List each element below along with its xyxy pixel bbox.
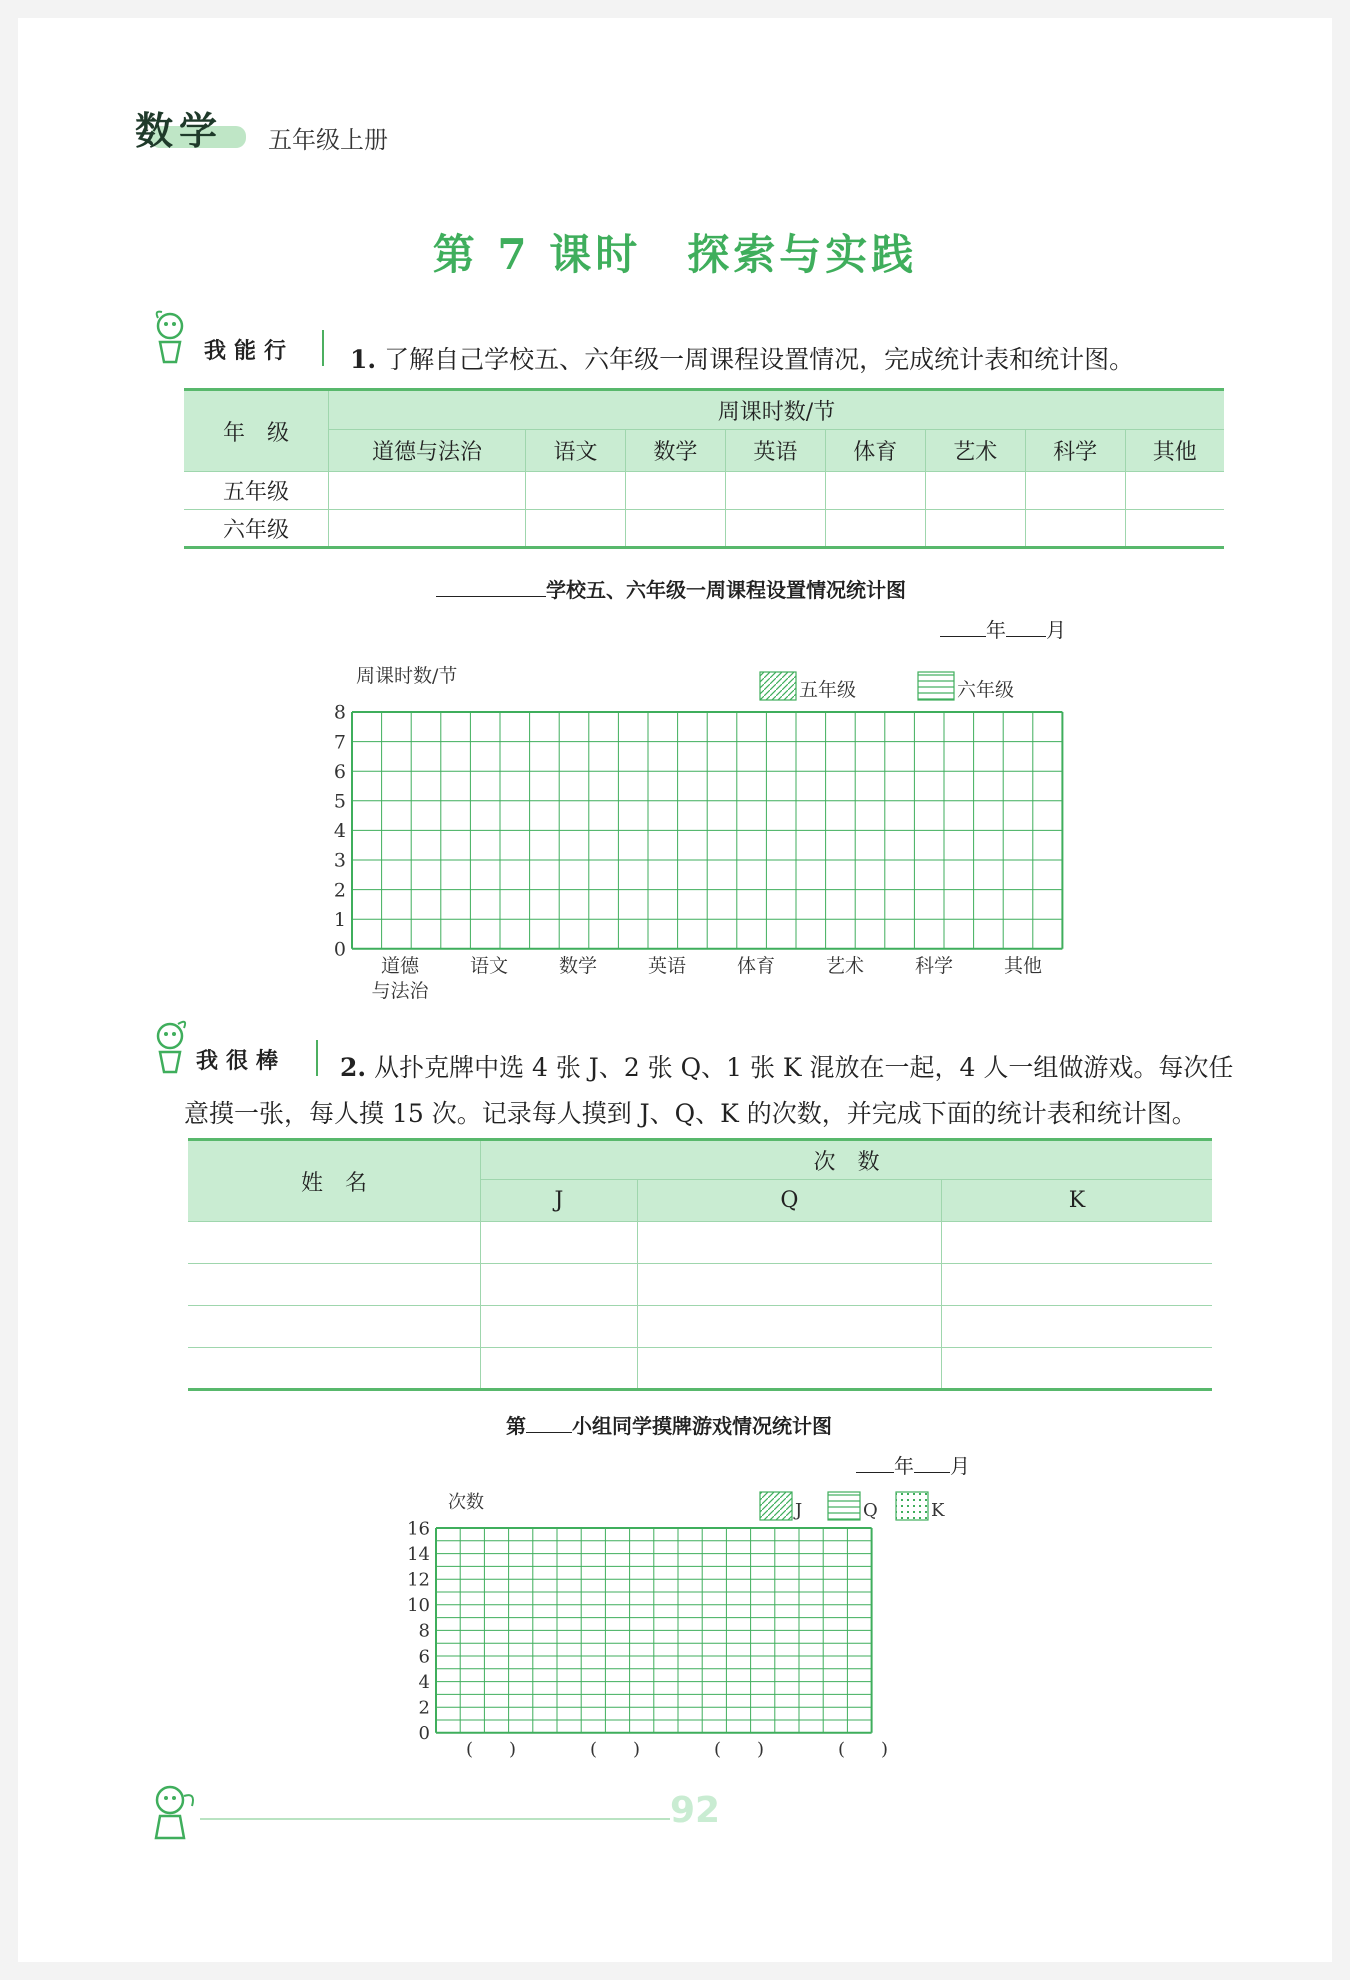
- hours-cell[interactable]: [1025, 472, 1125, 510]
- subject-header: 其他: [1125, 430, 1224, 472]
- card-bar-chart: [390, 1480, 1010, 1760]
- y-tick-label: 8: [418, 1620, 430, 1642]
- y-tick-label: 2: [418, 1697, 430, 1719]
- footer-line: [200, 1818, 670, 1820]
- chart-grid: [436, 1528, 872, 1733]
- y-tick-label: 4: [333, 820, 346, 843]
- month-blank[interactable]: [1006, 618, 1046, 637]
- x-category-label: 英语: [647, 954, 687, 977]
- name-cell[interactable]: [188, 1306, 481, 1348]
- count-cell[interactable]: [941, 1348, 1212, 1390]
- year-blank[interactable]: [940, 618, 986, 637]
- count-cell[interactable]: [481, 1222, 638, 1264]
- legend-label: J: [795, 1500, 803, 1521]
- hours-cell[interactable]: [526, 510, 626, 548]
- grade-row-label: 六年级: [184, 510, 329, 548]
- count-cell[interactable]: [637, 1222, 941, 1264]
- y-tick-label: 4: [418, 1671, 430, 1693]
- mascot-icon: [148, 308, 198, 368]
- y-tick-label: 0: [333, 938, 346, 961]
- course-table: [184, 388, 1224, 549]
- name-cell[interactable]: [188, 1264, 481, 1306]
- question-2: [340, 1048, 1233, 1084]
- hours-group-header: 周课时数/节: [329, 390, 1225, 430]
- legend-swatch-2: [828, 1492, 860, 1520]
- hours-cell[interactable]: [725, 472, 825, 510]
- y-tick-label: 8: [333, 701, 346, 724]
- name-cell[interactable]: [188, 1348, 481, 1390]
- chart1-caption: 学校五、六年级一周课程设置情况统计图: [436, 574, 906, 603]
- subject-header: 艺术: [925, 430, 1025, 472]
- y-axis-label: 周课时数/节: [356, 665, 458, 687]
- chart2-date: 年 月: [856, 1450, 970, 1479]
- grade-header: 年 级: [184, 390, 329, 472]
- hours-cell[interactable]: [825, 472, 925, 510]
- question-number: 2.: [340, 1053, 367, 1082]
- subject-header: 科学: [1025, 430, 1125, 472]
- x-category-label: 体育: [736, 954, 776, 977]
- legend-swatch-2: [918, 672, 954, 700]
- x-category-label: 语文: [469, 954, 509, 977]
- hours-cell[interactable]: [825, 510, 925, 548]
- y-axis-label: 次数: [448, 1492, 484, 1513]
- chart2-caption: 第 小组同学摸牌游戏情况统计图: [506, 1414, 832, 1438]
- hours-cell[interactable]: [625, 510, 725, 548]
- card-col-header: K: [941, 1180, 1212, 1222]
- y-tick-label: 12: [407, 1569, 430, 1591]
- y-tick-label: 6: [418, 1646, 430, 1668]
- count-cell[interactable]: [637, 1306, 941, 1348]
- grade-row-label: 五年级: [184, 472, 329, 510]
- section-label-2: 我很棒: [196, 1049, 287, 1074]
- x-category-label: ( ): [589, 1738, 641, 1760]
- course-bar-chart: [320, 660, 1080, 1010]
- count-cell[interactable]: [941, 1222, 1212, 1264]
- hours-cell[interactable]: [329, 510, 526, 548]
- x-category-label: 数学: [558, 954, 598, 977]
- question-2-line2: 意摸一张，每人摸 15 次。记录每人摸到 J、Q、K 的次数，并完成下面的统计表和统计图。: [184, 1099, 1197, 1128]
- footer-mascot-icon: [140, 1780, 210, 1850]
- question-text-line1: 从扑克牌中选 4 张 J、2 张 Q、1 张 K 混放在一起，4 人一组做游戏。每次任: [374, 1053, 1234, 1082]
- y-tick-label: 2: [333, 879, 346, 902]
- hours-cell[interactable]: [925, 472, 1025, 510]
- count-cell[interactable]: [637, 1348, 941, 1390]
- mascot-icon: [148, 1018, 198, 1078]
- x-category-label: ( ): [713, 1738, 765, 1760]
- count-cell[interactable]: [481, 1348, 638, 1390]
- chart-grid: [352, 712, 1062, 949]
- school-name-blank[interactable]: [436, 578, 546, 597]
- y-tick-label: 3: [333, 849, 346, 872]
- y-tick-label: 7: [333, 731, 346, 754]
- hours-cell[interactable]: [1025, 510, 1125, 548]
- subject-header: 数学: [625, 430, 725, 472]
- count-cell[interactable]: [941, 1264, 1212, 1306]
- subject-header: 语文: [526, 430, 626, 472]
- chart1-date: 年 月: [940, 614, 1066, 643]
- x-category-label: 科学: [914, 954, 954, 977]
- question-text: 了解自己学校五、六年级一周课程设置情况，完成统计表和统计图。: [384, 345, 1135, 374]
- legend-swatch-3: [896, 1492, 928, 1520]
- y-tick-label: 1: [333, 908, 346, 931]
- section-divider: [322, 330, 324, 366]
- y-tick-label: 14: [407, 1543, 430, 1565]
- subject-title: 数学: [135, 109, 224, 153]
- legend-label: K: [931, 1500, 945, 1521]
- month-blank[interactable]: [914, 1454, 950, 1473]
- count-cell[interactable]: [481, 1264, 638, 1306]
- count-group-header: 次 数: [481, 1140, 1213, 1180]
- hours-cell[interactable]: [526, 472, 626, 510]
- subject-header: 英语: [725, 430, 825, 472]
- hours-cell[interactable]: [625, 472, 725, 510]
- card-col-header: Q: [637, 1180, 941, 1222]
- lesson-title: 第 7 课时 探索与实践: [432, 230, 918, 279]
- subject-header: 体育: [825, 430, 925, 472]
- question-1: [350, 340, 1134, 376]
- group-number-blank[interactable]: [526, 1414, 572, 1433]
- page-number: 92: [670, 1790, 721, 1831]
- y-tick-label: 5: [333, 790, 346, 813]
- x-category-label: ( ): [465, 1738, 517, 1760]
- name-cell[interactable]: [188, 1222, 481, 1264]
- y-tick-label: 10: [407, 1595, 430, 1617]
- x-category-label-line2: 与法治: [371, 979, 429, 1002]
- x-category-label: 其他: [1003, 954, 1043, 977]
- name-header: 姓 名: [188, 1140, 481, 1222]
- hours-cell[interactable]: [725, 510, 825, 548]
- y-tick-label: 6: [333, 760, 346, 783]
- section-divider: [316, 1040, 318, 1076]
- legend-swatch-1: [760, 672, 796, 700]
- hours-cell[interactable]: [1125, 472, 1224, 510]
- section-label-1: 我能行: [204, 339, 295, 364]
- count-cell[interactable]: [637, 1264, 941, 1306]
- legend-swatch-1: [760, 1492, 792, 1520]
- x-category-label: 艺术: [825, 954, 865, 977]
- count-cell[interactable]: [481, 1306, 638, 1348]
- count-cell[interactable]: [941, 1306, 1212, 1348]
- y-tick-label: 16: [407, 1518, 430, 1540]
- legend-label: 五年级: [799, 679, 857, 701]
- question-number: 1.: [350, 345, 377, 374]
- legend-label: 六年级: [957, 679, 1015, 701]
- y-tick-label: 0: [418, 1723, 430, 1745]
- grade-label: 五年级上册: [268, 126, 388, 154]
- card-col-header: J: [481, 1180, 638, 1222]
- subject-header: 道德与法治: [329, 430, 526, 472]
- x-category-label: 道德: [380, 954, 420, 977]
- hours-cell[interactable]: [925, 510, 1025, 548]
- x-category-label: ( ): [837, 1738, 889, 1760]
- year-blank[interactable]: [856, 1454, 894, 1473]
- card-game-table: [188, 1138, 1212, 1391]
- hours-cell[interactable]: [1125, 510, 1224, 548]
- legend-label: Q: [863, 1500, 878, 1521]
- hours-cell[interactable]: [329, 472, 526, 510]
